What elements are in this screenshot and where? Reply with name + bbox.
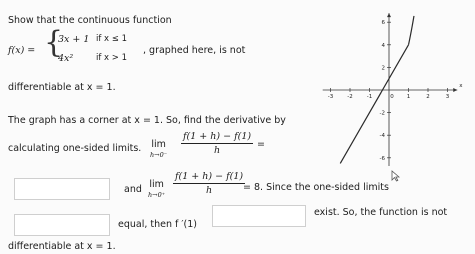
limits-comparison-box[interactable] [14, 214, 110, 236]
final-line: differentiable at x = 1. [8, 241, 116, 252]
left-limit [150, 139, 167, 159]
y-tick-label: 2 [381, 65, 385, 72]
not-differentiable-line: differentiable at x = 1. [8, 82, 116, 93]
y-axis-arrow [387, 13, 391, 17]
right-limit-numerator: f(1 + h) − f(1) [175, 171, 244, 182]
case2-condition: if x > 1 [96, 53, 128, 63]
y-tick-label: -6 [379, 155, 385, 162]
left-limit-numerator: f(1 + h) − f(1) [183, 131, 252, 142]
right-limit-fraction [173, 171, 245, 196]
y-tick-label: -4 [379, 133, 385, 140]
x-tick-label: 0 [390, 94, 394, 100]
left-limit-answer-box[interactable] [14, 178, 110, 200]
x-tick-label: 3 [445, 94, 450, 100]
exist-text: exist. So, the function is not [314, 207, 448, 218]
quadratic-piece-curve [409, 16, 414, 45]
right-limit-lim: lim [149, 179, 164, 190]
x-axis-arrow [453, 88, 457, 92]
right-limit-result: = 8. Since the one-sided limits [243, 182, 389, 193]
function-trailing-text: , graphed here, is not [143, 45, 246, 56]
mouse-cursor-icon [391, 170, 400, 182]
x-tick-label: -2 [347, 94, 353, 100]
derivative-answer-box[interactable] [212, 205, 306, 227]
y-tick-label: -2 [379, 110, 385, 117]
corner-sentence: The graph has a corner at x = 1. So, find the derivative by [8, 115, 286, 126]
left-limit-lim: lim [151, 139, 166, 150]
intro-line: Show that the continuous function [8, 15, 172, 26]
case2-expression: 4x² [58, 53, 74, 64]
function-lhs: f(x) = [8, 45, 36, 56]
y-tick-label: 6 [381, 20, 385, 27]
y-tick-label: 4 [381, 42, 385, 49]
left-limit-equals: = [257, 139, 265, 150]
piecewise-graph [288, 6, 472, 166]
case1-condition: if x ≤ 1 [96, 34, 128, 44]
equal-then-text: equal, then f ′(1) [118, 219, 198, 230]
x-tick-label: -1 [366, 94, 373, 100]
left-limit-denominator: h [213, 145, 221, 156]
x-tick-label: -3 [327, 94, 334, 100]
x-tick-label: 1 [406, 94, 411, 100]
and-text: and [124, 184, 142, 195]
case1-expression: 3x + 1 [58, 34, 90, 45]
left-limit-subscript: h→0⁻ [150, 151, 168, 159]
piecewise-brace: { [44, 25, 64, 60]
one-sided-text: calculating one-sided limits. [8, 143, 142, 154]
right-limit-subscript: h→0⁺ [148, 191, 166, 199]
left-limit-fraction [181, 131, 253, 156]
right-limit-denominator: h [205, 185, 213, 196]
x-axis-label: x [459, 83, 463, 89]
linear-piece-line [340, 42, 408, 164]
x-tick-label: 2 [426, 94, 430, 100]
right-limit [148, 179, 165, 199]
